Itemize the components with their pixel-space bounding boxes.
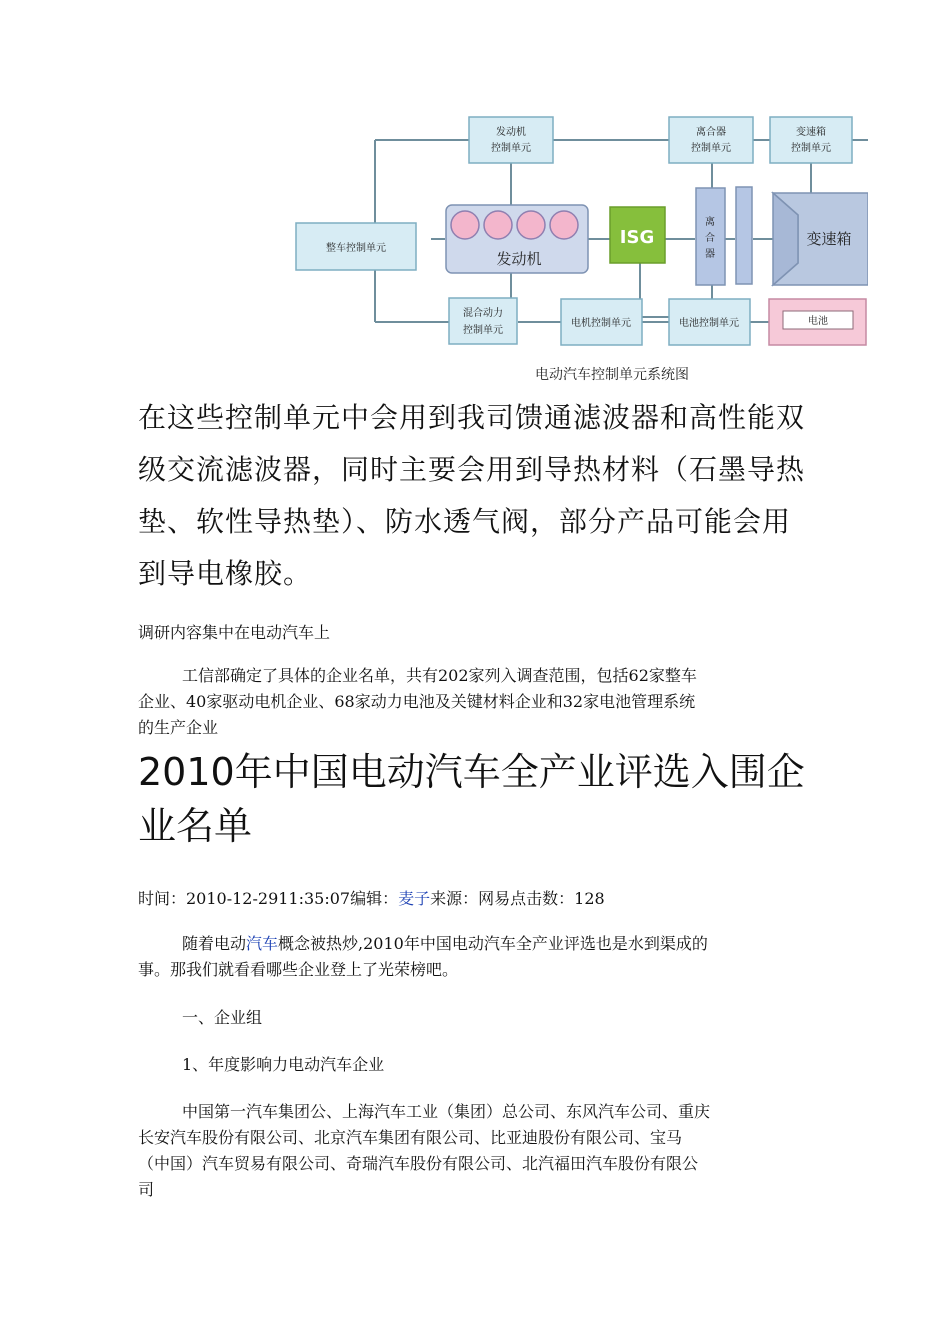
motor-ecu-label: 电机控制单元 [571,318,631,329]
engine-ecu-label-1: 发动机 [496,127,526,138]
clutch-label-2: 合 [705,233,715,244]
engine-ecu-label-2: 控制单元 [491,143,531,154]
clutch-label-3: 器 [705,249,715,260]
diagram-caption: 电动汽车控制单元系统图 [535,367,689,383]
control-unit-diagram [293,113,868,353]
section-title: 调研内容集中在电动汽车上 [138,623,331,642]
car-link[interactable]: 汽车 [246,934,279,953]
battery-ecu-label: 电池控制单元 [679,318,739,329]
gearbox-ecu-label-1: 变速箱 [796,127,826,138]
clutch-ecu-label-2: 控制单元 [691,143,731,154]
clutch-ecu-label-1: 离合器 [696,127,726,138]
editor-link[interactable]: 麦子 [398,889,431,908]
companies-line: 中国第一汽车集团公、上海汽车工业（集团）总公司、东风汽车公司、重庆 [182,1102,711,1121]
survey-line: 工信部确定了具体的企业名单，共有202家列入调查范围，包括62家整车 [182,666,697,685]
intro-line: 到导电橡胶。 [138,557,313,590]
survey-paragraph [138,663,828,741]
clutch-label-1: 离 [705,217,715,228]
group-heading: 一、企业组 [182,1008,263,1027]
companies-line: （中国）汽车贸易有限公司、奇瑞汽车股份有限公司、北汽福田汽车股份有限公 [138,1154,699,1173]
intro-line: 级交流滤波器，同时主要会用到导热材料（石墨导热 [138,453,806,486]
battery-label: 电池 [808,316,828,327]
companies-paragraph [138,1099,828,1203]
hybrid-ecu-label-2: 控制单元 [463,325,503,336]
companies-line: 司 [138,1180,155,1199]
heading-line: 2010年中国电动汽车全产业评选入围企 [138,750,805,794]
p1-text-after: 概念被热炒,2010年中国电动汽车全产业评选也是水到渠成的 [278,934,708,953]
vehicle-ecu-label: 整车控制单元 [326,243,386,254]
p1-text-before: 随着电动 [182,934,247,953]
survey-line: 企业、40家驱动电机企业、68家动力电池及关键材料企业和32家电池管理系统 [138,692,696,711]
p1-line-2: 事。那我们就看看哪些企业登上了光荣榜吧。 [138,960,459,979]
isg-label: ISG [619,227,655,248]
intro-line: 垫、软性导热垫）、防水透气阀，部分产品可能会用 [138,505,792,538]
intro-paragraph [138,392,818,600]
gearbox-ecu-label-2: 控制单元 [791,143,831,154]
engine-label: 发动机 [496,250,542,268]
intro-line: 在这些控制单元中会用到我司馈通滤波器和高性能双 [138,401,806,434]
meta-prefix: 时间：2010-12-2911:35:07编辑： [138,889,399,908]
companies-line: 长安汽车股份有限公司、北京汽车集团有限公司、比亚迪股份有限公司、宝马 [138,1128,683,1147]
article-meta [138,886,605,912]
award-heading: 1、年度影响力电动汽车企业 [182,1055,385,1074]
meta-suffix: 来源：网易点击数：128 [430,889,605,908]
article-paragraph-1 [138,931,828,983]
heading-line: 业名单 [138,804,253,848]
article-heading [138,745,828,853]
survey-line: 的生产企业 [138,718,219,737]
hybrid-ecu-label-1: 混合动力 [463,308,503,319]
gearbox-label: 变速箱 [806,230,852,248]
